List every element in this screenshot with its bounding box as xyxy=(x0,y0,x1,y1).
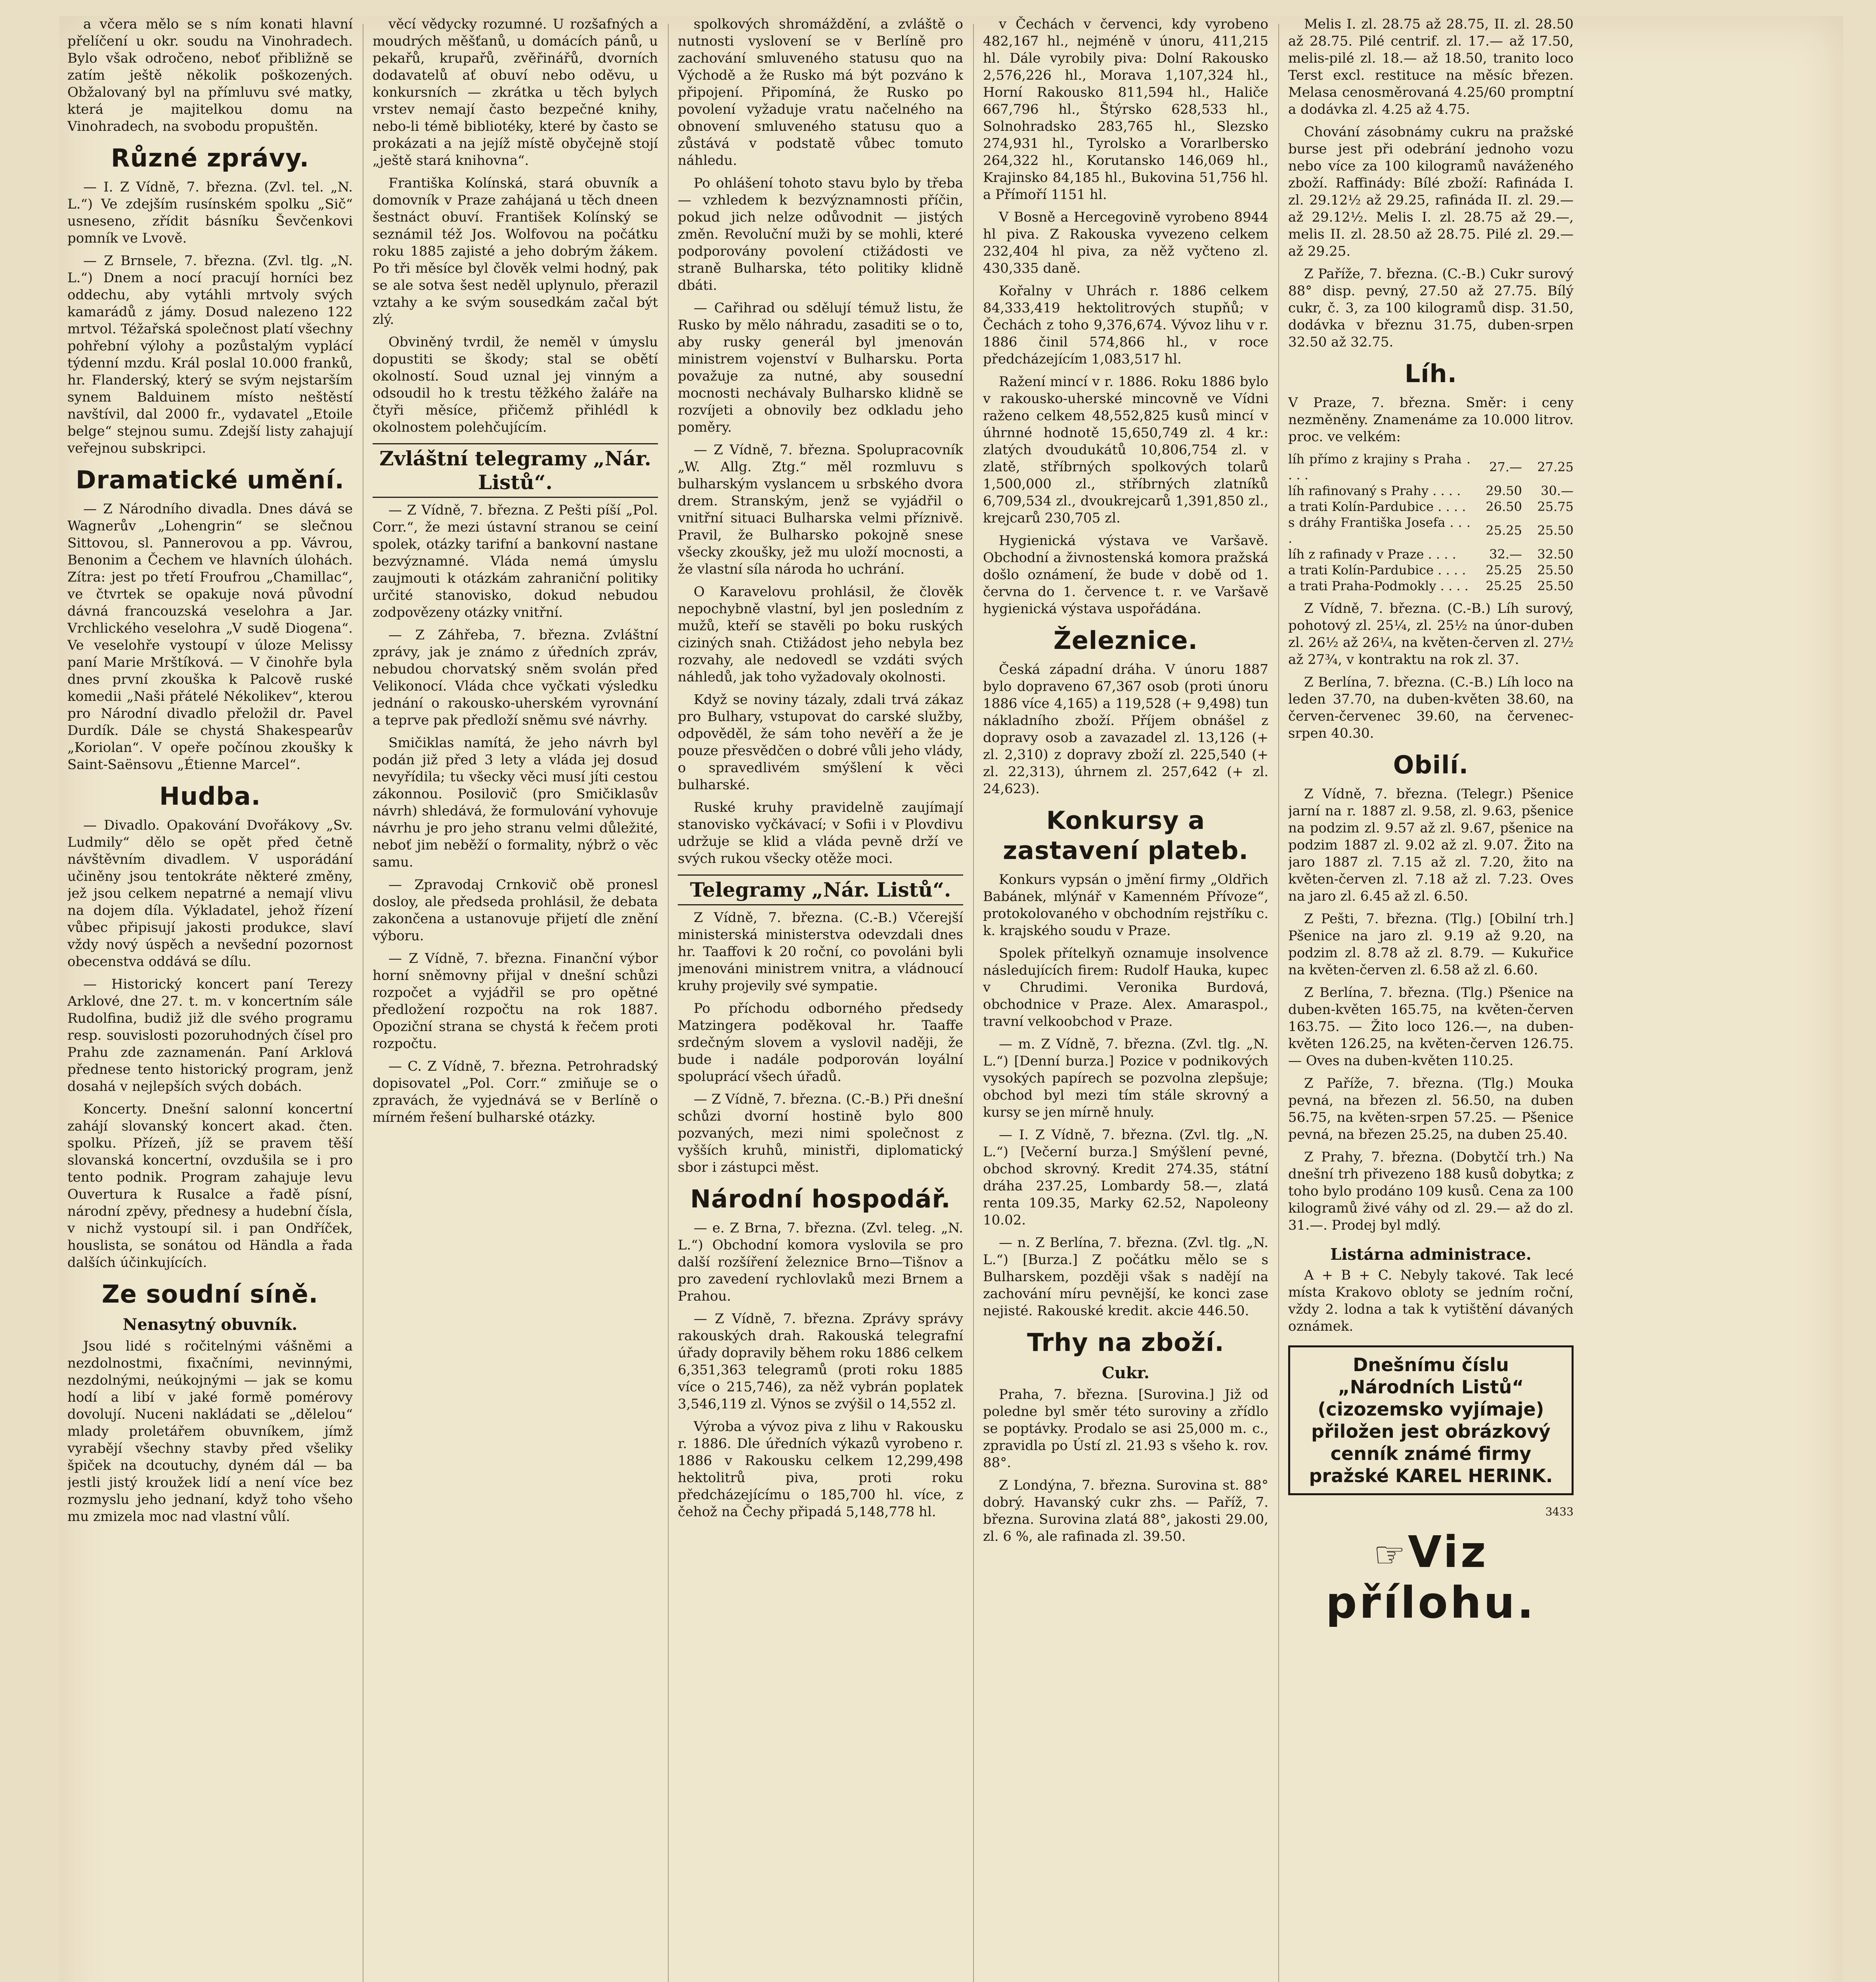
price-row xyxy=(1288,546,1574,562)
article-paragraph: Z Paříže, 7. března. (C.-B.) Cukr surový 88° disp. pevný, 27.50 až 27.75. Bílý cukr, č. 3, za 100 kilogramů disp. 31.50, dodávka v březnu 31.75, duben-srpen 32.50 až 32.75. xyxy=(1288,266,1574,350)
price-label: a trati Kolín-Pardubice . . . . xyxy=(1288,562,1466,578)
article-paragraph: Kořalny v Uhrách r. 1886 celkem 84,333,419 hektolitrových stupňů; v Čechách z toho 9,376,674. Vývoz lihu v r. 1886 činil 574,866 hl., v roce předcházejícím 1,083,517 hl. xyxy=(983,283,1268,367)
price-value: 25.25 xyxy=(1486,562,1522,578)
price-value: 25.50 xyxy=(1537,578,1574,593)
article-paragraph: Obviněný tvrdil, že neměl v úmyslu dopustiti se škody; stal se obětí okolností. Soud uznal jej vinným a odsoudil ho k trestu těžkého žaláře na čtyři měsíce, přičemž přihlédl k okolnostem polehčujícím. xyxy=(373,334,658,435)
article-paragraph: Po ohlášení tohoto stavu bylo by třeba — vzhledem k bezvýznamnosti příčin, pokud jich nelze odůvodnit — jistých změn. Revoluční muži by se mohli, které podporovány povolení ctižádosti ve straně Bulharska, této politiky klidně dbáti. xyxy=(678,175,963,293)
article-paragraph: v Čechách v červenci, kdy vyrobeno 482,167 hl., nejméně v únoru, 411,215 hl. Dále vyrobily piva: Dolní Rakousko 2,576,226 hl., Morava 1,107,324 hl., Horní Rakousko 811,594 hl., Haliče 667,796 hl., Štýrsko 628,533 hl., Solnohradsko 283,765 hl., Slezsko 274,931 hl., Tyrolsko a Vorarlbersko 264,322 hl., Korutansko 146,069 hl., Krajinsko 84,185 hl., Bukovina 51,756 hl. a Přímoří 1151 hl. xyxy=(983,16,1268,203)
price-row xyxy=(1288,515,1574,546)
section-heading: Konkursy a zastavení plateb. xyxy=(1003,806,1249,865)
article-paragraph: Konkurs vypsán o jmění firmy „Oldřich Babánek, mlýnář v Kamenném Přívoze“, protokolovaného v obchodním rejstříku c. k. krajského soudu v Praze. xyxy=(983,872,1268,939)
price-value: 30.— xyxy=(1541,483,1574,498)
article-paragraph: — Z Národního divadla. Dnes dává se Wagnerův „Lohengrin“ se slečnou Sittovou, sl. Pannerovou a pp. Vávrou, Benonim a Čechem ve hlavních úlohách. Zítra: jest po třetí Froufrou „Chamillac“, ve čtvrtek se opakuje nová původní dávná francouzská veselohra a Jar. Vrchlického veselohra „V sudě Diogena“. Ve veselohře vystoupí v úloze Melissy paní Marie Mrštíková. — V činohře byla dnes první zkouška k Palcově ruské komedii „Naši přátelé Nékolikev“, kterou pro Národní divadlo přeložil dr. Pavel Durdík. Dále se chystá Shakespearův „Koriolan“. V opeře počínou zkoušky k Saint-Saënsovu „Étienne Marcel“. xyxy=(67,501,353,773)
article-paragraph: spolkových shromáždění, a zvláště o nutnosti vyslovení se v Berlíně pro zachování smluveného statusu quo na Východě a že Rusko má být pozváno k připojení. Připomíná, že Rusko po povolení vyžaduje vratu načelného na obnovení smluveného statusu quo a zůstává v podstatě vůbec tomuto náhledu. xyxy=(678,16,963,168)
price-value: 25.50 xyxy=(1537,562,1574,578)
article-paragraph: — Historický koncert paní Terezy Arklové, dne 27. t. m. v koncertním sále Rudolfina, budiž již dle svého programu resp. souvislosti pozoruhodných čísel pro Prahu zde zaznamenán. Paní Arklová přednese tento historický program, jenž dosahá v nejlepších svých dobách. xyxy=(67,976,353,1094)
column-5 xyxy=(1288,16,1574,1982)
pointing-hand-icon: ☞ xyxy=(1373,1534,1408,1576)
article-paragraph: — m. Z Vídně, 7. března. (Zvl. tlg. „N. L.“) [Denní burza.] Pozice v podnikových vysokých papírech se pozvolna zlepšuje; obchod byl mezi tím stále skrovný a kursy se jen mírně hnuly. xyxy=(983,1036,1268,1120)
article-paragraph: — Z Vídně, 7. března. Z Pešti píší „Pol. Corr.“, že mezi ústavní stranou se ceiní spolek, otázky tarifní a bankovní nastane bezvýznamné. Vláda nemá úmyslu zaujmouti k otázkám zahraniční politiky určité stanovisko, dokud nebudou zodpovězeny otázky vnitřní. xyxy=(373,502,658,620)
article-paragraph: — n. Z Berlína, 7. března. (Zvl. tlg. „N. L.“) [Burza.] Z počátku mělo se s Bulharskem, později však s nadějí na zachování míru pevnější, ke konci zase nejisté. Rakouské kredit. akcie 446.50. xyxy=(983,1235,1268,1319)
article-paragraph: Františka Kolínská, stará obuvník a domovník v Praze zahájaná u těch dneen šestnáct obuví. František Kolínský se seznámil též Jos. Wolfovou na počátku roku 1885 zajisté a jeho dobrým žákem. Po tři měsíce byl člověk velmi hodný, pak se ale sotva šest neděl uplynulo, přerazil vztahy a ke svým sousedkám začal být zlý. xyxy=(373,175,658,327)
article-paragraph: — Cařihrad ou sdělují témuž listu, že Rusko by mělo náhradu, zasaditi se o to, aby rusky generál byl jmenován ministrem vojenství v Bulharsku. Porta považuje za nutné, aby sousední mocnosti nechávaly Bulharsko klidně se rozvíjeti a obnovily bez odkladu jeho poměry. xyxy=(678,300,963,435)
price-row xyxy=(1288,451,1574,483)
section-heading: Hudba. xyxy=(159,782,261,811)
price-table xyxy=(1288,451,1574,594)
supplement-notice: Dnešnímu číslu „Národních Listů“ (cizozemsko vyjímaje) přiložen jest obrázkový cenník známé firmy pražské KAREL HERINK. xyxy=(1288,1345,1574,1495)
sub-heading: Nenasytný obuvník. xyxy=(122,1315,298,1334)
price-label: a trati Kolín-Pardubice . . . . xyxy=(1288,499,1466,514)
article-paragraph: Z Vídně, 7. března. (C.-B.) Líh surový, pohotový zl. 25¼, zl. 25½ na únor-duben zl. 26½ až 26¼, na květen-červen zl. 27½ až 27¾, v kontraktu na rok zl. 37. xyxy=(1288,601,1574,668)
article-paragraph: Z Vídně, 7. března. (Telegr.) Pšenice jarní na r. 1887 zl. 9.58, zl. 9.63, pšenice na podzim zl. 9.57 až zl. 9.67, pšenice na podzim 1887 zl. 9.02 až zl. 9.07. Žito na jaro 1887 zl. 7.15 až zl. 7.20, žito na květen-červen zl. 7.18 až zl. 7.23. Oves na jaro zl. 6.45 až zl. 6.50. xyxy=(1288,786,1574,904)
column-rule xyxy=(1278,24,1279,1982)
column-3 xyxy=(678,16,963,1982)
article-paragraph: — Z Brnsele, 7. března. (Zvl. tlg. „N. L.“) Dnem a nocí pracují horníci bez oddechu, aby vytáhli mrtvoly svých kamarádů z jámy. Dosud nalezeno 122 mrtvol. Téžařská společnost platí všechny pohřební výlohy a pozůstalým vyplácí týdenní mzdu. Král poslal 10.000 franků, hr. Flanderský, který se svým nejstarším synem Balduinem místo neštěstí navštívil, dal 2000 fr., vydavatel „Etoile belge“ stejnou sumu. Zdejší listy zahajují veřejnou subskripci. xyxy=(67,253,353,456)
section-heading: Národní hospodář. xyxy=(690,1184,951,1213)
price-value: 25.50 xyxy=(1537,523,1574,538)
price-label: líh rafinovaný s Prahy . . . . xyxy=(1288,483,1461,498)
article-paragraph: Výroba a vývoz piva z lihu v Rakousku r. 1886. Dle úředních výkazů vyrobeno r. 1886 v Rakousku celkem 12,299,498 hektolitrů piva, proti roku předcházejícímu o 185,700 hl. více, z čehož na Čechy připadá 5,148,778 hl. xyxy=(678,1419,963,1520)
price-value: 29.50 xyxy=(1486,483,1522,498)
article-paragraph: — Z Vídně, 7. března. Zprávy správy rakouských drah. Rakouská telegrafní úřady dopravily během roku 1886 celkem 6,351,363 telegramů (proti roku 1885 více o 215,746), za něž vybrán poplatek 3,546,119 zl. Výnos se zvýšil o 14,552 zl. xyxy=(678,1311,963,1412)
article-paragraph: — I. Z Vídně, 7. března. (Zvl. tlg. „N. L.“) [Večerní burza.] Smýšlení pevné, obchod skrovný. Kredit 274.35, státní dráha 237.25, Lombardy 58.—, zlatá renta 109.35, Marky 62.52, Napoleony 10.02. xyxy=(983,1127,1268,1228)
article-paragraph: Spolek přítelkyň oznamuje insolvence následujících firem: Rudolf Hauka, kupec v Chrudimi. Veronika Burdová, obchodnice v Praze. Alex. Amaraspol., travní velkoobchod v Praze. xyxy=(983,945,1268,1029)
price-value: 32.50 xyxy=(1537,547,1574,562)
article-paragraph: A + B + C. Nebyly takové. Tak lecé místa Krakovo obloty se jedním roční, vždy 2. lodna a tak k vytištění dávaných oznámek. xyxy=(1288,1267,1574,1334)
article-paragraph: — Z Záhřeba, 7. března. Zvláštní zprávy, jak je známo z úředních zpráv, nebudou chorvatský sněm svolán před Velikonocí. Vláda chce vyčkati výsledku jednání o rakousko-uherském vyrovnání a teprve pak předloží sněmu své návrhy. xyxy=(373,627,658,728)
see-supplement-text: Viz přílohu. xyxy=(1325,1527,1536,1628)
article-paragraph: — I. Z Vídně, 7. března. (Zvl. tel. „N. L.“) Ve zdejším rusínském spolku „Sič“ usneseno, zřídit básníku Ševčenkovi pomník ve Lvově. xyxy=(67,179,353,246)
article-paragraph: a včera mělo se s ním konati hlavní přelíčení u okr. soudu na Vinohradech. Bylo však odročeno, neboť přibližně se zatím ještě několik poškozených. Obžalovaný byl na přímluvu své matky, která je majitelkou domu na Vinohradech, na svobodu propuštěn. xyxy=(67,16,353,134)
article-paragraph: — Z Vídně, 7. března. (C.-B.) Při dnešní schůzi dvorní hostině bylo 800 pozvaných, mezi nimi společnost z vyšších kruhů, ministři, diplomatický sbor i zástupci měst. xyxy=(678,1091,963,1175)
article-paragraph: Koncerty. Dnešní salonní koncertní zahájí slovanský koncert akad. čten. spolku. Přízeň, jíž se pravem těší slovanská koncertní, ovzdušila se i pro tento podnik. Program zahajuje levu Ouvertura k Rusalce a řadě písní, národní zpěvy, přednesy a hudební čísla, v nichž vystoupí sil. i pan Ondříček, houslista, se sonátou od Händla a řada dalších účinkujících. xyxy=(67,1101,353,1270)
column-4 xyxy=(983,16,1268,1982)
section-heading: Líh. xyxy=(1404,359,1457,388)
article-paragraph: Když se noviny tázaly, zdali trvá zákaz pro Bulhary, vstupovat do carské služby, odpověděl, že sám toho nevěří a že je pouze přesvědčen o dobré vůli jeho vlády, o spravedlivém smýšlení k věci bulharské. xyxy=(678,692,963,793)
article-paragraph: Z Vídně, 7. března. (C.-B.) Včerejší ministerská ministerstva odevzdali dnes hr. Taaffovi k 20 roční, co povoláni byli jmenováni ministrem vnitra, a vládnoucí kruhy projevily své sympatie. xyxy=(678,910,963,994)
article-paragraph: Z Pešti, 7. března. (Tlg.) [Obilní trh.] Pšenice na jaro zl. 9.19 až 9.20, na podzim zl. 8.78 až zl. 8.79. — Kukuřice na květen-červen zl. 6.58 až zl. 6.60. xyxy=(1288,911,1574,978)
newspaper-page xyxy=(59,16,1843,1982)
column-rule xyxy=(973,24,974,1982)
article-paragraph: Česká západní dráha. V únoru 1887 bylo dopraveno 67,367 osob (proti únoru 1886 více 4,165) a 119,528 (+ 9,498) tun nákladního zboží. Příjem obnášel z dopravy osob a zavazadel zl. 13,126 (+ zl. 2,310) z dopravy zboží zl. 225,540 (+ zl. 22,313), úhrnem zl. 257,642 (+ zl. 24,623). xyxy=(983,662,1268,797)
section-heading: Trhy na zboží. xyxy=(1027,1328,1224,1357)
article-paragraph: Hygienická výstava ve Varšavě. Obchodní a živnostenská komora pražská došlo oznámení, že bude v době od 1. června do 1. července t. r. ve Varšavě hygienická výstava uspořádána. xyxy=(983,533,1268,617)
price-value: 27.25 xyxy=(1537,459,1574,474)
price-row xyxy=(1288,562,1574,578)
article-paragraph: Smičiklas namítá, že jeho návrh byl podán již před 3 lety a vláda jej dosud nevyřídila; tu všecky věci musí jíti cestou zákonnou. Posilovič (pro Smičiklasův návrh) shledává, že formulování vyhovuje návrhu je pro jeho stranu velmi důležité, neboť jim neběží o formality, nýbrž o věc samu. xyxy=(373,735,658,870)
price-label: s dráhy Františka Josefa . . . . xyxy=(1288,515,1471,546)
article-paragraph: Z Berlína, 7. března. (C.-B.) Líh loco na leden 37.70, na duben-květen 38.60, na červen-červenec 39.60, na červenec-srpen 40.30. xyxy=(1288,674,1574,741)
section-heading: Železnice. xyxy=(1053,626,1198,655)
telegram-heading: Telegramy „Nár. Listů“. xyxy=(678,874,963,905)
price-row xyxy=(1288,578,1574,594)
price-value: 32.— xyxy=(1489,547,1522,562)
section-heading: Obilí. xyxy=(1393,750,1469,779)
price-row xyxy=(1288,499,1574,515)
article-paragraph: O Karavelovu prohlásil, že člověk nepochybně vlastní, byl jen posledním z mužů, kteří se stavěli po boku ruských ciziných snah. Ctižádost jeho nebyla bez rozvahy, ale nedovedl se vzdáti svých náhledů, jak toho vyžadovaly okolnosti. xyxy=(678,584,963,685)
article-paragraph: Z Paříže, 7. března. (Tlg.) Mouka pevná, na březen zl. 56.50, na duben 56.75, na květen-srpen 57.25. — Pšenice pevná, na březen 25.25, na duben 25.40. xyxy=(1288,1075,1574,1142)
article-paragraph: Ruské kruhy pravidelně zaujímají stanovisko vyčkávací; v Sofii i v Plovdivu udržuje se klid a vláda pevně drží ve svých rukou všecky otěže moci. xyxy=(678,800,963,867)
see-supplement xyxy=(1288,1528,1574,1626)
article-paragraph: — e. Z Brna, 7. března. (Zvl. teleg. „N. L.“) Obchodní komora vyslovila se pro další rozšíření železnice Brno—Tišnov a pro zavedení rychlovlaků mezi Brnem a Prahou. xyxy=(678,1220,963,1304)
article-paragraph: Z Prahy, 7. března. (Dobytčí trh.) Na dnešní trh přivezeno 188 kusů dobytka; z toho bylo prodáno 109 kusů. Cena za 100 kilogramů živé váhy od zl. 29.— až do zl. 31.—. Prodej byl mdlý. xyxy=(1288,1149,1574,1233)
article-paragraph: Melis I. zl. 28.75 až 28.75, II. zl. 28.50 až 28.75. Pilé centrif. zl. 17.— až 17.50, melis-pilé zl. 18.— až 18.50, tranito loco Terst excl. restituce na měsíc březen. Melasa cenosměrovaná 4.25/60 promptní a dodávka zl. 4.25 až 4.75. xyxy=(1288,16,1574,117)
price-value: 26.50 xyxy=(1486,499,1522,514)
section-heading: Ze soudní síně. xyxy=(101,1280,319,1309)
price-label: líh z rafinady v Praze . . . . xyxy=(1288,547,1456,562)
article-paragraph: Po příchodu odborného předsedy Matzingera poděkoval hr. Taaffe srdečným slovem a vyslovil naději, že bude i nadále podporován loyální spoluprácí všech úřadů. xyxy=(678,1001,963,1085)
article-paragraph: — Z Vídně, 7. března. Finanční výbor horní sněmovny přijal v dnešní schůzi rozpočet a vyjádřil se pro opětné předložení rozpočtu na rok 1887. Opoziční strana se chystá k řečem proti rozpočtu. xyxy=(373,951,658,1052)
article-paragraph: Jsou lidé s ročitelnými vášněmi a nezdolnostmi, fixačními, nevinnými, nezdolnými, neúkojnými — jak se komu hodí a libí v jaké formě pomérovy dovolují. Nuceni nakládati se „dělelou“ mlady proletářem obuvníkem, jímž vyrabějí všechny stavby před všeliky špiček na dcoutuchy, dyném dál — ba jestli jistý kroužek lidí a není více bez rozmyslu jeho jednaní, když toho všeho mu zmizela moc nad vlastní vůlí. xyxy=(67,1338,353,1525)
price-value: 27.— xyxy=(1489,459,1522,474)
section-heading: Různé zprávy. xyxy=(111,143,310,172)
price-label: líh přímo z krajiny s Praha . . . . xyxy=(1288,451,1471,482)
article-paragraph: — Divadlo. Opakování Dvořákovy „Sv. Ludmily“ dělo se opět před četně návštěvním divadlem. V usporádání učiněny jsou tentokráte některé změny, jež jsou celkem nepatrné a nemají vlivu na dojem díla. Výkladatel, jehož řízení vůbec připisují jakosti produkce, slaví vždy nový úspěch a nevšední pozornost obecenstva oddává se dílu. xyxy=(67,817,353,970)
article-paragraph: Ražení mincí v r. 1886. Roku 1886 bylo v rakousko-uherské mincovně ve Vídni raženo celkem 48,552,825 kusů mincí v úhrnné hodnotě 15,650,749 zl. 4 kr.: zlatých dvoudukátů 10,806,754 zl. v zlatě, stříbrných spolkových tolarů 1,500,000 zl., stříbrných zlatníků 6,709,534 zl., dvoukrejcarů 1,391,850 zl., krejcarů 230,705 zl. xyxy=(983,374,1268,526)
price-value: 25.25 xyxy=(1486,578,1522,593)
article-paragraph: V Bosně a Hercegovině vyrobeno 8944 hl piva. Z Rakouska vyvezeno celkem 232,404 hl piva, za něž vyčteno zl. 430,335 daně. xyxy=(983,209,1268,276)
article-paragraph: — Z Vídně, 7. března. Spolupracovník „W. Allg. Ztg.“ měl rozmluvu s bulharským vyslancem u srbského dvora drem. Stranským, jenž se vyjádřil o vnitřní situaci Bulharska velmi příznivě. Pravil, že Bulharsko pokojně snese všecky zkoušky, jež mu uloží mocnosti, a že vlastní síla národa ho uchrání. xyxy=(678,442,963,577)
column-1 xyxy=(67,16,353,1982)
article-paragraph: Chování zásobnámy cukru na pražské burse jest při odebrání jednoho vozu nebo více za 100 kilogramů naváženého zboží. Raffinády: Bílé zboží: Rafináda I. zl. 29.12½ až 29.25, rafináda II. zl. 29.— až 29.12½. Melis I. zl. 28.75 až 29.—, melis II. zl. 28.50 až 28.75. Pilé zl. 29.— až 29.25. xyxy=(1288,124,1574,259)
price-value: 25.75 xyxy=(1537,499,1574,514)
article-paragraph: — Zpravodaj Crnkovič obě pronesl dosloy, ale předseda prohlásil, že debata zakončena a ustanovuje přijetí dle znění výboru. xyxy=(373,877,658,944)
article-paragraph: — C. Z Vídně, 7. března. Petrohradský dopisovatel „Pol. Corr.“ zmiňuje se o zpravách, že vyjednává se v Berlíně o mírném řešení bulharské otázky. xyxy=(373,1058,658,1125)
article-paragraph: Praha, 7. března. [Surovina.] Již od poledne byl směr této suroviny a zřídlo se poptávky. Prodalo se asi 25,000 m. c., zpravidla po Ústí zl. 21.93 s všeho k. rov. 88°. xyxy=(983,1387,1268,1471)
telegram-heading: Zvláštní telegramy „Nár. Listů“. xyxy=(373,443,658,498)
article-paragraph: Z Londýna, 7. března. Surovina st. 88° dobrý. Havanský cukr zhs. — Paříž, 7. března. Surovina zlatá 88°, jakosti 29.00, zl. 6 %, ale rafinada zl. 39.50. xyxy=(983,1477,1268,1544)
article-paragraph: věcí vědycky rozumné. U rozšafných a moudrých měšťanů, u domácích pánů, u pekařů, krupařů, zvěřinářů, dvorních dodavatelů ať obuví nebo oděvu, u konkursních — zkrátka u těch bylych vrstev nemají často bezpečné knihy, nebo-li témě bibliotéky, které by často se prokázati a na jejíž místě obyčejně stojí „ještě stará knihovna“. xyxy=(373,16,658,168)
price-label: a trati Praha-Podmokly . . . . xyxy=(1288,578,1469,593)
section-heading: Dramatické umění. xyxy=(76,465,344,494)
price-row xyxy=(1288,483,1574,499)
administration-heading: Listárna administrace. xyxy=(1330,1245,1532,1264)
column-rule xyxy=(668,24,669,1982)
article-paragraph: V Praze, 7. března. Směr: i ceny nezměněny. Znamenáme za 10.000 litrov. proc. ve velkém: xyxy=(1288,395,1574,445)
article-paragraph: Z Berlína, 7. března. (Tlg.) Pšenice na duben-květen 165.75, na květen-červen 163.75. — Žito loco 126.—, na duben-květen 126.25, na květen-červen 126.75. — Oves na duben-květen 110.25. xyxy=(1288,985,1574,1069)
column-2 xyxy=(373,16,658,1982)
price-value: 25.25 xyxy=(1486,523,1522,538)
sub-heading: Cukr. xyxy=(1102,1364,1149,1382)
page-number: 3433 xyxy=(1545,1505,1574,1518)
